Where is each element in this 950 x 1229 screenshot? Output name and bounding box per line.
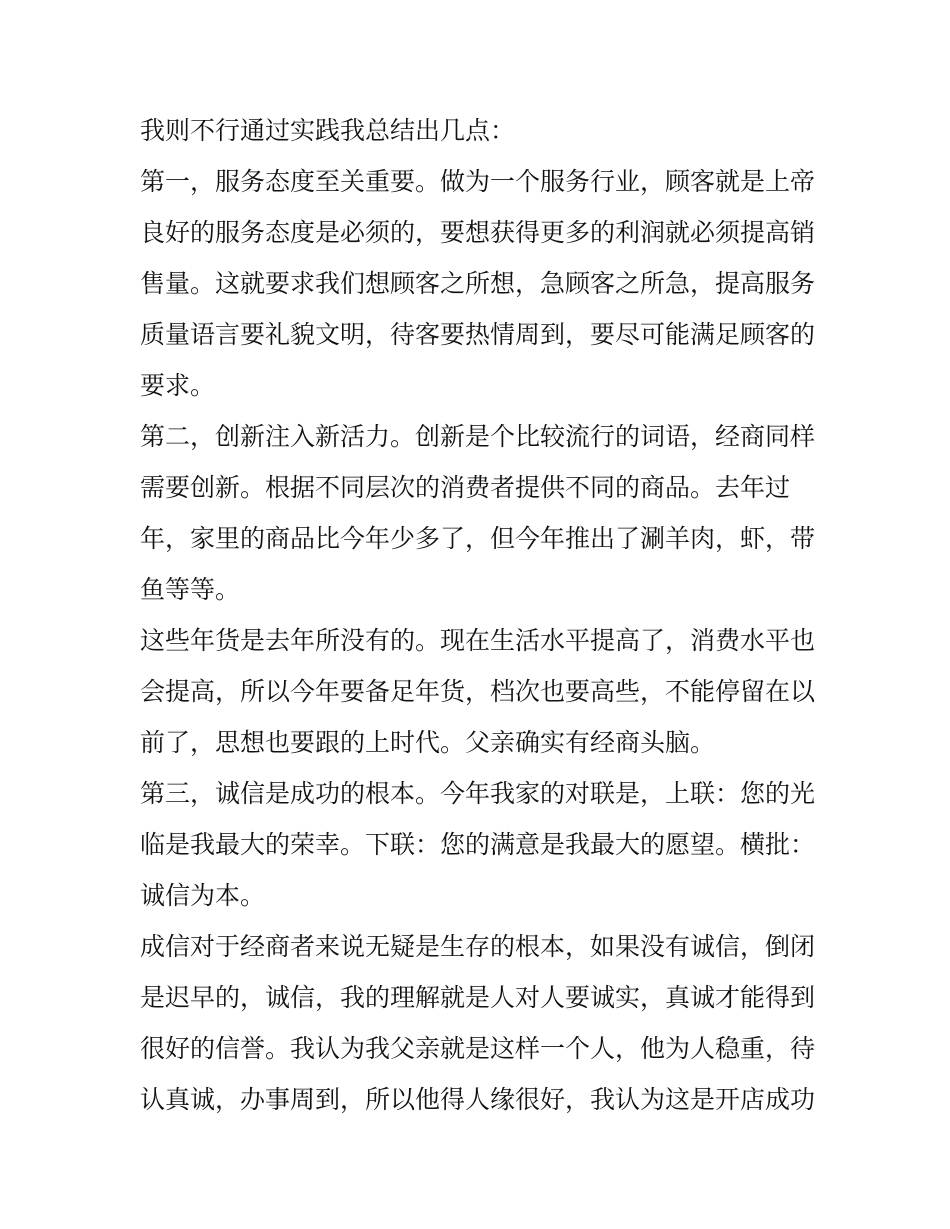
text-line: 我则不行通过实践我总结出几点： bbox=[140, 116, 516, 145]
text-line: 要求。 bbox=[140, 371, 216, 400]
text-line: 是迟早的，诚信，我的理解就是人对人要诚实，真诚才能得到 bbox=[140, 983, 816, 1012]
text-line: 鱼等等。 bbox=[140, 575, 241, 604]
text-line: 临是我最大的荣幸。下联：您的满意是我最大的愿望。横批： bbox=[140, 830, 816, 859]
text-line: 质量语言要礼貌文明，待客要热情周到，要尽可能满足顾客的 bbox=[140, 320, 816, 349]
text-line: 会提高，所以今年要备足年货，档次也要高些，不能停留在以 bbox=[140, 677, 816, 706]
text-line: 第一，服务态度至关重要。做为一个服务行业，顾客就是上帝 bbox=[140, 167, 816, 196]
body-text bbox=[140, 105, 820, 1125]
text-line: 良好的服务态度是必须的，要想获得更多的利润就必须提高销 bbox=[140, 218, 816, 247]
text-line: 成信对于经商者来说无疑是生存的根本，如果没有诚信，倒闭 bbox=[140, 932, 816, 961]
text-line: 年，家里的商品比今年少多了，但今年推出了涮羊肉，虾，带 bbox=[140, 524, 816, 553]
text-line: 前了，思想也要跟的上时代。父亲确实有经商头脑。 bbox=[140, 728, 716, 757]
text-line: 售量。这就要求我们想顾客之所想，急顾客之所急，提高服务 bbox=[140, 269, 816, 298]
text-line: 需要创新。根据不同层次的消费者提供不同的商品。去年过 bbox=[140, 473, 791, 502]
text-line: 第三，诚信是成功的根本。今年我家的对联是，上联：您的光 bbox=[140, 779, 816, 808]
text-line: 这些年货是去年所没有的。现在生活水平提高了，消费水平也 bbox=[140, 626, 816, 655]
text-line: 第二，创新注入新活力。创新是个比较流行的词语，经商同样 bbox=[140, 422, 816, 451]
text-line: 诚信为本。 bbox=[140, 881, 266, 910]
text-line: 认真诚，办事周到，所以他得人缘很好，我认为这是开店成功 bbox=[140, 1085, 816, 1114]
text-line: 很好的信誉。我认为我父亲就是这样一个人，他为人稳重，待 bbox=[140, 1034, 816, 1063]
